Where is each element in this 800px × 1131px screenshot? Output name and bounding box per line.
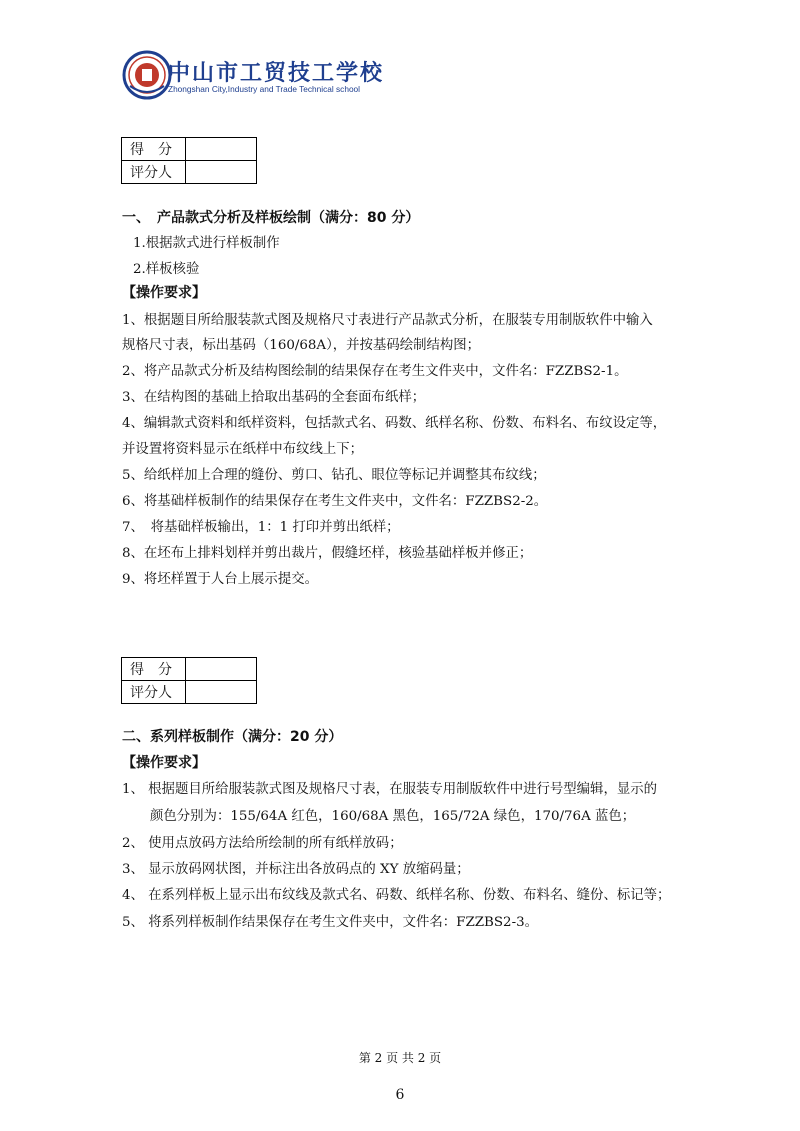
requirement-line: 9、将坯样置于人台上展示提交。 xyxy=(122,572,318,587)
score-label: 得 分 xyxy=(122,138,186,161)
requirement-line: 4、编辑款式资料和纸样资料，包括款式名、码数、纸样名称、份数、布料名、布纹设定等， xyxy=(122,416,667,431)
grader-label: 评分人 xyxy=(122,681,186,704)
section1-requirements-title: 【操作要求】 xyxy=(122,285,206,301)
section2-requirements-title: 【操作要求】 xyxy=(122,755,206,771)
requirement-line: 3、在结构图的基础上拾取出基码的全套面布纸样； xyxy=(122,390,426,405)
section1-title: 一、 产品款式分析及样板绘制（满分：80 分） xyxy=(122,210,420,226)
score-field[interactable] xyxy=(186,138,257,161)
requirement-line: 并设置将资料显示在纸样中布纹线上下； xyxy=(122,442,364,457)
requirement-line: 7、 将基础样板输出，1：1 打印并剪出纸样； xyxy=(122,520,400,535)
section1-item: 2.样板核验 xyxy=(133,262,200,277)
requirement-line: 规格尺寸表，标出基码（160/68A），并按基码绘制结构图； xyxy=(122,338,481,353)
score-label: 得 分 xyxy=(122,658,186,681)
score-table-1 xyxy=(121,137,257,184)
score-field[interactable] xyxy=(186,658,257,681)
section2-title: 二、系列样板制作（满分：20 分） xyxy=(122,729,343,745)
requirement-line: 3、 显示放码网状图，并标注出各放码点的 XY 放缩码量； xyxy=(122,862,470,877)
requirement-line: 1、根据题目所给服装款式图及规格尺寸表进行产品款式分析，在服装专用制版软件中输入 xyxy=(122,313,653,328)
requirement-line: 1、 根据题目所给服装款式图及规格尺寸表，在服装专用制版软件中进行号型编辑，显示的 xyxy=(122,782,658,797)
requirement-line: 5、给纸样加上合理的缝份、剪口、钻孔、眼位等标记并调整其布纹线； xyxy=(122,468,546,483)
requirement-line: 颜色分别为：155/64A 红色，160/68A 黑色，165/72A 绿色，170/76A 蓝色； xyxy=(150,809,636,824)
school-name-cn: 中山市工贸技工学校 xyxy=(168,61,385,86)
section1-item: 1.根据款式进行样板制作 xyxy=(133,236,280,251)
requirement-line: 2、将产品款式分析及结构图绘制的结果保存在考生文件夹中，文件名：FZZBS2-1。 xyxy=(122,364,628,379)
school-name-en: Zhongshan City,Industry and Trade Technical school xyxy=(168,84,361,94)
grader-label: 评分人 xyxy=(122,161,186,184)
grader-field[interactable] xyxy=(186,681,257,704)
requirement-line: 5、 将系列样板制作结果保存在考生文件夹中，文件名：FZZBS2-3。 xyxy=(122,915,539,930)
school-emblem-icon xyxy=(122,50,172,100)
requirement-line: 6、将基础样板制作的结果保存在考生文件夹中，文件名：FZZBS2-2。 xyxy=(122,494,548,509)
requirement-line: 2、 使用点放码方法给所绘制的所有纸样放码； xyxy=(122,836,403,851)
school-logo xyxy=(122,50,385,102)
grader-field[interactable] xyxy=(186,161,257,184)
score-table-2 xyxy=(121,657,257,704)
requirement-line: 8、在坯布上排料划样并剪出裁片，假缝坯样，核验基础样板并修正； xyxy=(122,546,533,561)
page-info: 第 2 页 共 2 页 xyxy=(358,1051,442,1065)
page-number: 6 xyxy=(395,1087,405,1103)
requirement-line: 4、 在系列样板上显示出布纹线及款式名、码数、纸样名称、份数、布料名、缝份、标记等； xyxy=(122,888,671,903)
